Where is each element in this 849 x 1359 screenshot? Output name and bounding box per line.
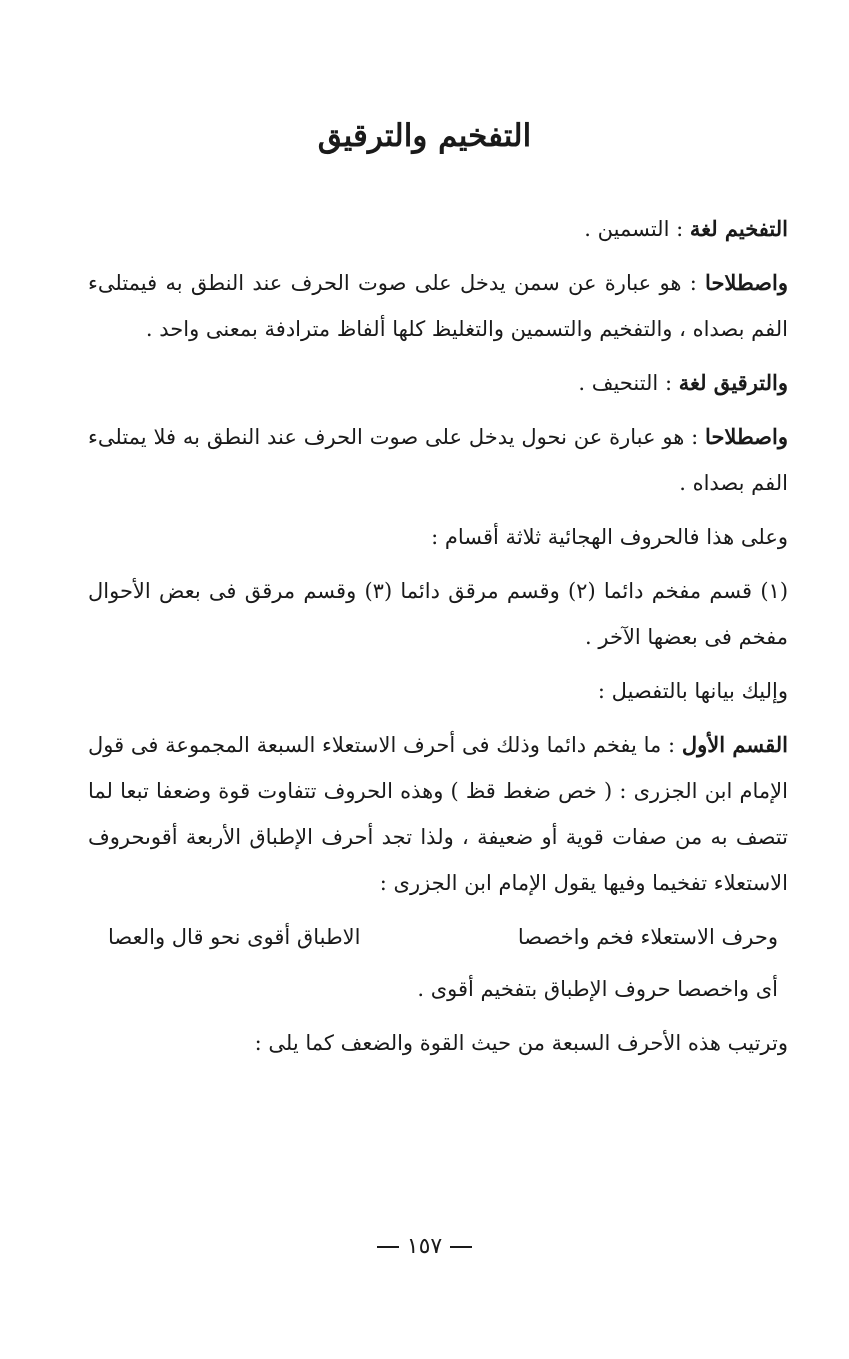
page-title: التفخيم والترقيق <box>317 118 532 154</box>
footer-dash-left <box>377 1246 399 1248</box>
term-tafkhim-lugha: التفخيم لغة <box>689 216 788 241</box>
poem-verse <box>88 914 788 960</box>
definition-text: : التسمين . <box>584 217 690 241</box>
verse-first-hemistich: وحرف الاستعلاء فخم واخصصا <box>517 925 778 949</box>
section-text: : ما يفخم دائما وذلك فى أحرف الاستعلاء السبعة المجموعة فى قول الإمام ابن الجزرى : ( خص ضغط قظ ) وهذه الحروف تتفاوت قوة وضعفا تبعا لما تتصف به من صفات قوية أو ضعيفة ، ولذا تجد أحرف الإطباق الأربعة أقوىحروف الاستعلاء تفخيما وفيها يقول الإمام ابن الجزرى : <box>88 733 788 895</box>
paragraph-tafkhim-istilahan <box>88 260 788 352</box>
paragraph-qism-awwal <box>88 722 788 906</box>
page-footer <box>0 1234 849 1259</box>
paragraph-verse-explanation: أى واخصصا حروف الإطباق بتفخيم أقوى . <box>417 977 778 1001</box>
term-tarqiq-lugha: والترقيق لغة <box>678 370 788 395</box>
paragraph-tafkhim-lugha <box>88 206 788 252</box>
paragraph-tartib: وترتيب هذه الأحرف السبعة من حيث القوة والضعف كما يلى : <box>254 1031 788 1055</box>
paragraph-aqsam-list: (١) قسم مفخم دائما (٢) وقسم مرقق دائما (٣) وقسم مرقق فى بعض الأحوال مفخم فى بعضها الآخر . <box>88 579 789 649</box>
term-istilahan: واصطلاحا <box>705 424 788 449</box>
term-istilahan: واصطلاحا <box>705 270 788 295</box>
document-body <box>88 206 788 1074</box>
paragraph-tarqiq-lugha <box>88 360 788 406</box>
definition-text: : هو عبارة عن سمن يدخل على صوت الحرف عند النطق به فيمتلىء الفم بصداه ، والتفخيم والتسمين والتغليظ كلها ألفاظ مترادفة بمعنى واحد . <box>88 271 788 341</box>
definition-text: : هو عبارة عن نحول يدخل على صوت الحرف عند النطق به فلا يمتلىء الفم بصداه . <box>88 425 788 495</box>
term-qism-awwal: القسم الأول <box>681 732 788 757</box>
footer-dash-right <box>450 1246 472 1248</box>
definition-text: : التنحيف . <box>578 371 679 395</box>
paragraph-tarqiq-istilahan <box>88 414 788 506</box>
verse-second-hemistich: الاطباق أقوى نحو قال والعصا <box>108 925 361 949</box>
paragraph-aqsam: وعلى هذا فالحروف الهجائية ثلاثة أقسام : <box>431 525 788 549</box>
page-number: ١٥٧ <box>406 1234 443 1259</box>
paragraph-tafsil: وإليك بيانها بالتفصيل : <box>597 679 788 703</box>
